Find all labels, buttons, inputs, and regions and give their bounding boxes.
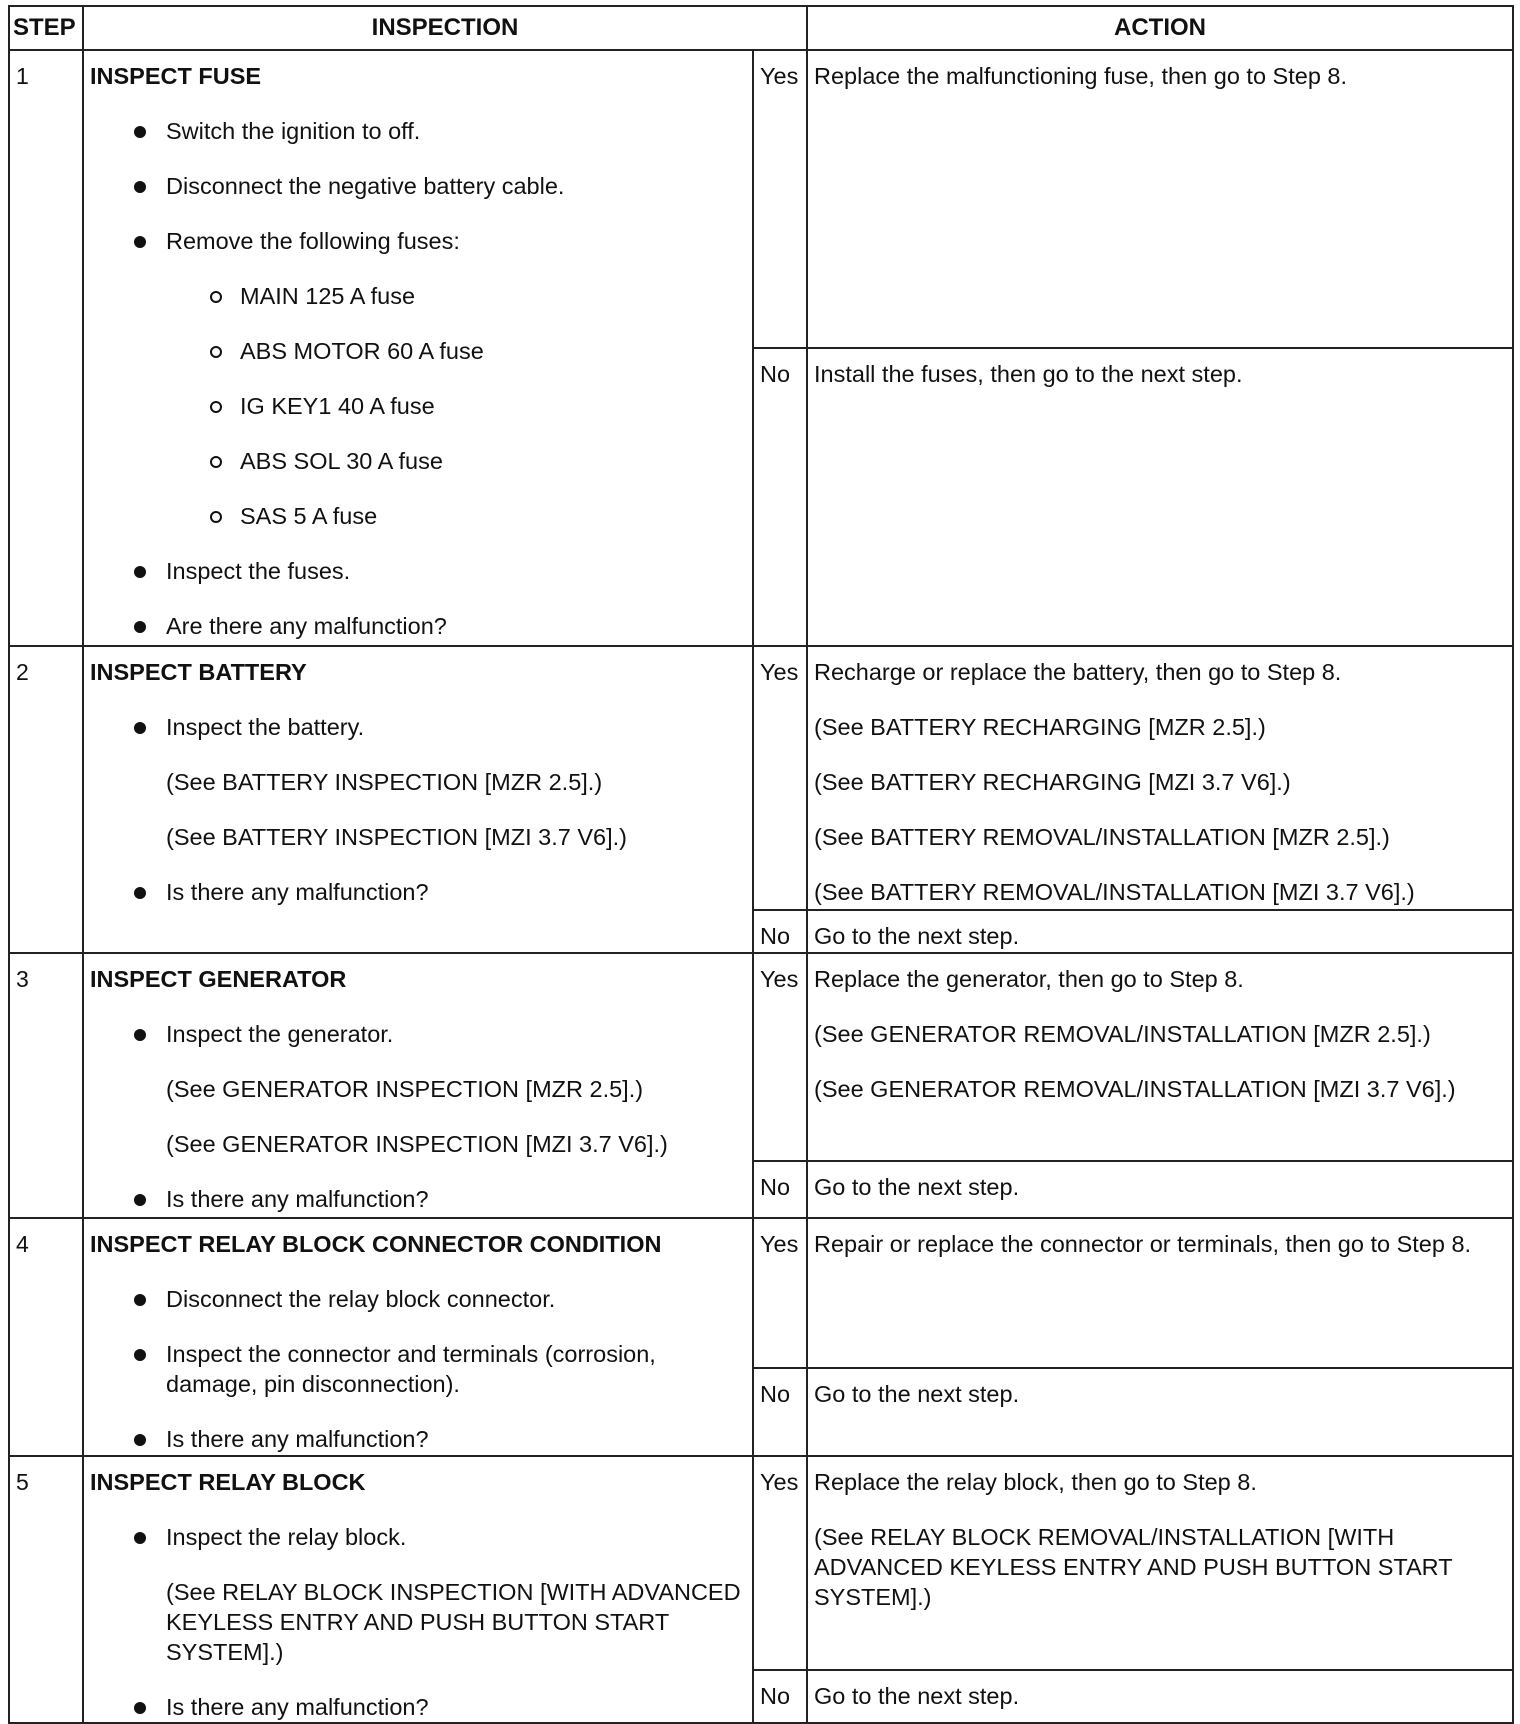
no-action: Go to the next step. [807, 1161, 1513, 1218]
action-text: (See GENERATOR REMOVAL/INSTALLATION [MZI 3.7 V6].) [814, 1076, 1456, 1102]
fuse-item: ABS MOTOR 60 A fuse [90, 336, 746, 366]
action-text: Recharge or replace the battery, then go to Step 8. [814, 659, 1342, 685]
yes-action [807, 50, 1513, 348]
fuse-item: ABS SOL 30 A fuse [90, 446, 746, 476]
bullet-item: Is there any malfunction? [90, 1424, 746, 1454]
yes-label: Yes [753, 1456, 807, 1670]
no-label: No [753, 1161, 807, 1218]
bullet-item: Inspect the battery. [90, 712, 746, 742]
step-5-inspection [83, 1456, 753, 1723]
action-text: (See BATTERY REMOVAL/INSTALLATION [MZI 3.7 V6].) [814, 879, 1415, 905]
no-action: Go to the next step. [807, 1368, 1513, 1456]
reference-text: (See BATTERY INSPECTION [MZI 3.7 V6].) [166, 824, 627, 850]
reference-text: (See GENERATOR INSPECTION [MZI 3.7 V6].) [166, 1131, 668, 1157]
yes-label: Yes [753, 953, 807, 1161]
bullet-item: Inspect the relay block. [90, 1522, 746, 1552]
no-action: Install the fuses, then go to the next step. [807, 348, 1513, 646]
step-4-yes-row [9, 1218, 1513, 1368]
step-title: INSPECT BATTERY [90, 659, 307, 685]
reference-text: (See BATTERY INSPECTION [MZR 2.5].) [166, 769, 603, 795]
reference-text: (See GENERATOR INSPECTION [MZR 2.5].) [166, 1076, 644, 1102]
action-text: (See RELAY BLOCK REMOVAL/INSTALLATION [WITH ADVANCED KEYLESS ENTRY AND PUSH BUTTON START SYSTEM].) [814, 1524, 1453, 1610]
bullet-item: Switch the ignition to off. [90, 116, 746, 146]
step-number: 1 [9, 50, 83, 646]
step-4-inspection [83, 1218, 753, 1456]
bullet-item: Disconnect the negative battery cable. [90, 171, 746, 201]
yes-label: Yes [753, 646, 807, 910]
step-5-yes-row [9, 1456, 1513, 1670]
fuse-item: IG KEY1 40 A fuse [90, 391, 746, 421]
action-text: Replace the relay block, then go to Step 8. [814, 1469, 1257, 1495]
action-text: Replace the generator, then go to Step 8. [814, 966, 1244, 992]
step-1-inspection [83, 50, 753, 646]
yes-action [807, 1218, 1513, 1368]
step-3-inspection [83, 953, 753, 1218]
step-title: INSPECT RELAY BLOCK CONNECTOR CONDITION [90, 1231, 662, 1257]
action-text: Replace the malfunctioning fuse, then go to Step 8. [814, 63, 1348, 89]
no-label: No [753, 348, 807, 646]
reference-text: (See RELAY BLOCK INSPECTION [WITH ADVANCED KEYLESS ENTRY AND PUSH BUTTON START SYSTEM].) [166, 1579, 741, 1665]
step-number: 4 [9, 1218, 83, 1456]
yes-action [807, 646, 1513, 910]
action-text: (See BATTERY RECHARGING [MZR 2.5].) [814, 714, 1266, 740]
troubleshooting-table [8, 5, 1514, 1724]
fuse-item: MAIN 125 A fuse [90, 281, 746, 311]
bullet-item: Are there any malfunction? [90, 611, 746, 641]
header-row [9, 6, 1513, 50]
step-2-inspection [83, 646, 753, 953]
action-text: (See BATTERY REMOVAL/INSTALLATION [MZR 2.5].) [814, 824, 1390, 850]
step-3-yes-row [9, 953, 1513, 1161]
bullet-item: Disconnect the relay block connector. [90, 1284, 746, 1314]
step-title: INSPECT GENERATOR [90, 966, 347, 992]
action-text: (See BATTERY RECHARGING [MZI 3.7 V6].) [814, 769, 1291, 795]
bullet-item: Remove the following fuses: [90, 226, 746, 256]
no-label: No [753, 1368, 807, 1456]
step-number: 2 [9, 646, 83, 953]
step-number: 5 [9, 1456, 83, 1723]
bullet-item: Inspect the fuses. [90, 556, 746, 586]
action-text: Repair or replace the connector or terminals, then go to Step 8. [814, 1231, 1472, 1257]
no-label: No [753, 1670, 807, 1723]
bullet-item: Inspect the generator. [90, 1019, 746, 1049]
bullet-item: Is there any malfunction? [90, 1692, 746, 1722]
yes-label: Yes [753, 1218, 807, 1368]
bullet-item: Is there any malfunction? [90, 877, 746, 907]
step-number: 3 [9, 953, 83, 1218]
yes-action [807, 1456, 1513, 1670]
step-2-yes-row [9, 646, 1513, 910]
step-title: INSPECT FUSE [90, 63, 262, 89]
header-action: ACTION [807, 6, 1513, 50]
yes-label: Yes [753, 50, 807, 348]
yes-action [807, 953, 1513, 1161]
step-1-yes-row [9, 50, 1513, 348]
no-action: Go to the next step. [807, 910, 1513, 953]
no-label: No [753, 910, 807, 953]
step-title: INSPECT RELAY BLOCK [90, 1469, 366, 1495]
action-text: (See GENERATOR REMOVAL/INSTALLATION [MZR 2.5].) [814, 1021, 1431, 1047]
no-action: Go to the next step. [807, 1670, 1513, 1723]
fuse-item: SAS 5 A fuse [90, 501, 746, 531]
bullet-item: Inspect the connector and terminals (corrosion, damage, pin disconnection). [90, 1339, 746, 1399]
header-step: STEP [9, 6, 83, 50]
header-inspection: INSPECTION [83, 6, 807, 50]
bullet-item: Is there any malfunction? [90, 1184, 746, 1214]
